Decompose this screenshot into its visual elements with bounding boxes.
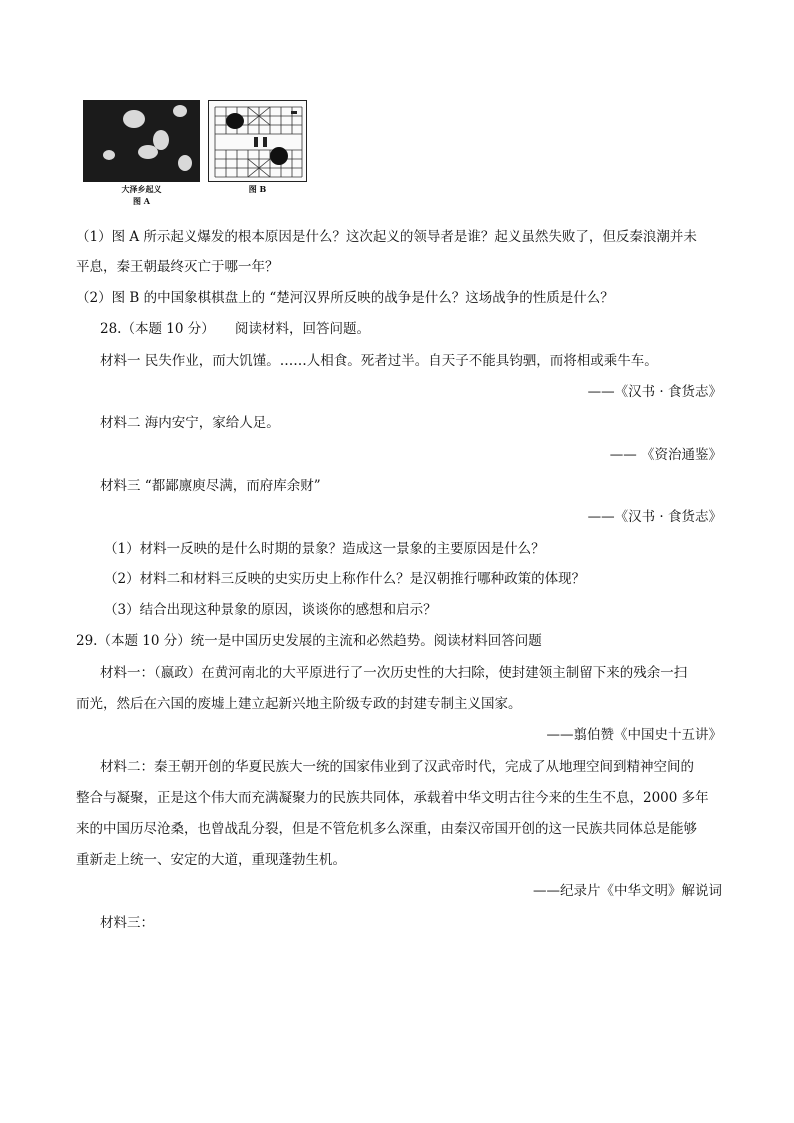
chess-board [208,100,307,182]
q29-material-2-source: ——纪录片《中华文明》解说词 [533,883,722,899]
q29-material-1-line1: 材料一：（嬴政）在黄河南北的大平原进行了一次历史性的大扫除，使封建领主制留下来的残余一扫 [100,665,688,681]
q28-material-2-source: —— 《资治通鉴》 [609,447,722,463]
figure-a-label: 图 A [133,196,150,206]
figure-b-label: 图 B [248,184,267,194]
q29-material-3: 材料三： [100,915,154,931]
q29-material-2-line2: 整合与凝聚，正是这个伟大而充满凝聚力的民族共同体，承载着中华文明古往今来的生生不息，2000 多年 [76,790,709,806]
q28-sub-question-2: （2）材料二和材料三反映的史实历史上称作什么？是汉朝推行哪种政策的体现？ [104,571,586,587]
q29-material-1-source: ——翦伯赞《中国史十五讲》 [546,727,722,743]
q28-material-1-source: ——《汉书 · 食货志》 [587,384,722,400]
figure-b [208,100,307,194]
q27-part2: （2）图 B 的中国象棋棋盘上的 “楚河汉界所反映的战争是什么？这场战争的性质是什么？ [76,290,614,306]
q28-title: 28.（本题 10 分） 阅读材料，回答问题。 [100,321,370,337]
q29-material-1-line2: 而光，然后在六国的废墟上建立起新兴地主阶级专政的封建专制主义国家。 [76,696,522,712]
q28-material-1: 材料一 民失作业，而大饥馑。……人相食。死者过半。自天子不能具钧驷，而将相或乘牛车。 [100,353,658,369]
uprising-photo [83,100,200,182]
q28-material-3-source: ——《汉书 · 食货志》 [587,509,722,525]
q29-material-2-line1: 材料二：秦王朝开创的华夏民族大一统的国家伟业到了汉武帝时代，完成了从地理空间到精神空间的 [100,759,694,775]
q29-material-2-line3: 来的中国历尽沧桑，也曾战乱分裂，但是不管危机多么深重，由秦汉帝国开创的这一民族共同体总是能够 [76,821,697,837]
q29-title: 29.（本题 10 分）统一是中国历史发展的主流和必然趋势。阅读材料回答问题 [76,633,542,649]
q28-sub-question-1: （1）材料一反映的是什么时期的景象？造成这一景象的主要原因是什么？ [104,541,545,557]
q29-material-2-line4: 重新走上统一、安定的大道，重现蓬勃生机。 [76,852,346,868]
q27-part1-line2: 平息，秦王朝最终灭亡于哪一年？ [76,259,279,275]
q27-part1-line1: （1）图 A 所示起义爆发的根本原因是什么？这次起义的领导者是谁？起义虽然失败了，但反秦浪潮并未 [76,229,697,245]
q28-material-3: 材料三 “都鄙廪庾尽满，而府库余财” [100,478,321,494]
q28-material-2: 材料二 海内安宁，家给人足。 [100,415,280,431]
q28-sub-question-3: （3）结合出现这种景象的原因，谈谈你的感想和启示？ [104,602,437,618]
figure-a-caption: 大泽乡起义 [121,184,162,194]
figure-a [83,100,200,206]
